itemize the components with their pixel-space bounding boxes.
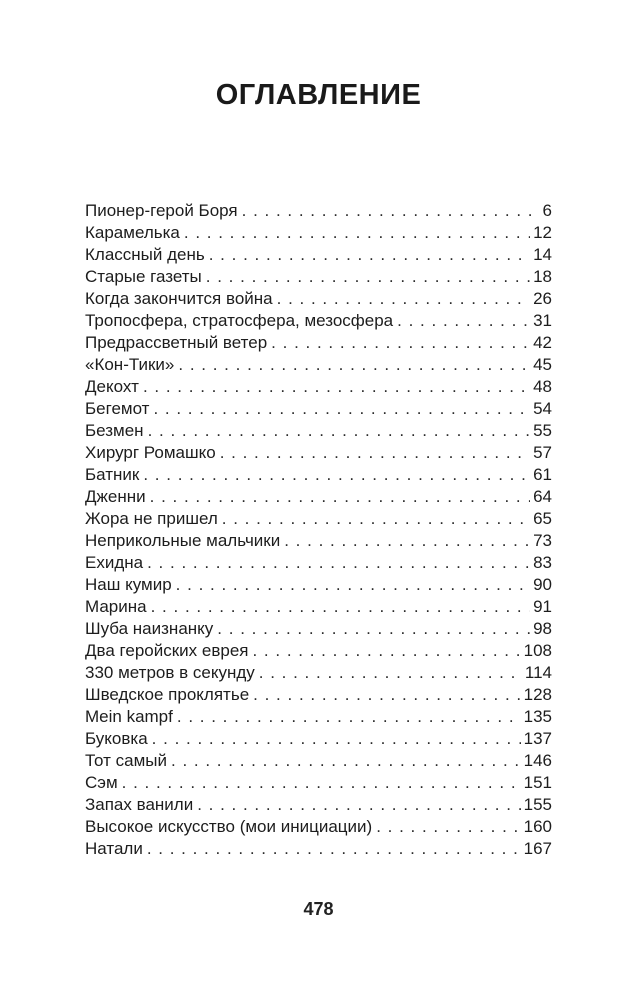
toc-entry-page: 55 bbox=[533, 421, 552, 440]
dot-leader bbox=[376, 816, 520, 838]
toc-entry-title: Дженни bbox=[85, 487, 146, 506]
toc-entry-page: 45 bbox=[533, 355, 552, 374]
toc-entry-page: 155 bbox=[523, 795, 552, 814]
toc-entry-page: 48 bbox=[533, 377, 552, 396]
toc-entry-page: 14 bbox=[533, 245, 552, 264]
toc-entry-page: 91 bbox=[533, 597, 552, 616]
toc-entry-page: 61 bbox=[533, 465, 552, 484]
dot-leader bbox=[184, 222, 530, 244]
toc-row bbox=[85, 728, 552, 750]
toc-entry-page: 42 bbox=[533, 333, 552, 352]
toc-entry-page: 98 bbox=[533, 619, 552, 638]
toc-entry-title: «Кон-Тики» bbox=[85, 355, 175, 374]
toc-row bbox=[85, 596, 552, 618]
dot-leader bbox=[253, 684, 520, 706]
toc-row bbox=[85, 442, 552, 464]
toc-entry-page: 54 bbox=[533, 399, 552, 418]
dot-leader bbox=[252, 640, 520, 662]
toc-entry-title: Тот самый bbox=[85, 751, 168, 770]
toc-entry-page: 12 bbox=[533, 223, 552, 242]
toc-entry-title: Безмен bbox=[85, 421, 144, 440]
toc-entry-page: 26 bbox=[533, 289, 552, 308]
toc-entry-title: Декохт bbox=[85, 377, 139, 396]
dot-leader bbox=[220, 442, 530, 464]
toc-row bbox=[85, 486, 552, 508]
toc-entry-page: 137 bbox=[523, 729, 552, 748]
dot-leader bbox=[259, 662, 522, 684]
dot-leader bbox=[222, 508, 530, 530]
toc-entry-title: Жора не пришел bbox=[85, 509, 218, 528]
dot-leader bbox=[143, 376, 530, 398]
toc-entry-title: Тропосфера, стратосфера, мезосфера bbox=[85, 311, 394, 330]
toc-entry-page: 128 bbox=[523, 685, 552, 704]
toc-entry-title: Mein kampf bbox=[85, 707, 173, 726]
toc-row bbox=[85, 816, 552, 838]
toc-entry-title: Запах ванили bbox=[85, 795, 194, 814]
dot-leader bbox=[206, 266, 530, 288]
toc-row bbox=[85, 244, 552, 266]
toc-row bbox=[85, 266, 552, 288]
toc-row bbox=[85, 794, 552, 816]
toc-entry-title: Два геройских еврея bbox=[85, 641, 249, 660]
toc-entry-title: Бегемот bbox=[85, 399, 150, 418]
dot-leader bbox=[176, 574, 530, 596]
toc-row bbox=[85, 684, 552, 706]
dot-leader bbox=[284, 530, 530, 552]
dot-leader bbox=[271, 332, 530, 354]
toc-entry-page: 18 bbox=[533, 267, 552, 286]
toc-entry-title: Хирург Ромашко bbox=[85, 443, 216, 462]
toc-entry-page: 108 bbox=[523, 641, 552, 660]
toc-row bbox=[85, 574, 552, 596]
toc-row bbox=[85, 662, 552, 684]
toc-entry-title: Шведское проклятье bbox=[85, 685, 250, 704]
page-title: ОГЛАВЛЕНИЕ bbox=[215, 79, 422, 111]
toc-entry-page: 64 bbox=[533, 487, 552, 506]
dot-leader bbox=[177, 706, 521, 728]
toc-row bbox=[85, 310, 552, 332]
toc-entry-page: 151 bbox=[523, 773, 552, 792]
toc-entry-page: 73 bbox=[533, 531, 552, 550]
dot-leader bbox=[122, 772, 521, 794]
toc-row bbox=[85, 838, 552, 860]
toc-entry-title: Неприкольные мальчики bbox=[85, 531, 281, 550]
toc-row bbox=[85, 222, 552, 244]
toc-entry-title: Сэм bbox=[85, 773, 118, 792]
dot-leader bbox=[397, 310, 530, 332]
toc-row bbox=[85, 354, 552, 376]
toc-row bbox=[85, 464, 552, 486]
toc-row bbox=[85, 530, 552, 552]
dot-leader bbox=[171, 750, 521, 772]
toc-row bbox=[85, 772, 552, 794]
toc-row bbox=[85, 398, 552, 420]
toc-entry-page: 6 bbox=[542, 201, 552, 220]
toc-row bbox=[85, 288, 552, 310]
toc-row bbox=[85, 420, 552, 442]
toc-entry-page: 65 bbox=[533, 509, 552, 528]
toc-row bbox=[85, 508, 552, 530]
toc-entry-title: Старые газеты bbox=[85, 267, 202, 286]
dot-leader bbox=[152, 728, 521, 750]
dot-leader bbox=[150, 486, 530, 508]
toc-entry-title: Классный день bbox=[85, 245, 205, 264]
dot-leader bbox=[178, 354, 530, 376]
toc-entry-page: 114 bbox=[524, 663, 552, 682]
dot-leader bbox=[277, 288, 530, 310]
dot-leader bbox=[217, 618, 530, 640]
toc-entry-title: Предрассветный ветер bbox=[85, 333, 268, 352]
toc-entry-title: Марина bbox=[85, 597, 147, 616]
toc-entry-title: Ехидна bbox=[85, 553, 144, 572]
toc-entry-title: Высокое искусство (мои инициации) bbox=[85, 817, 373, 836]
toc-row bbox=[85, 618, 552, 640]
dot-leader bbox=[147, 552, 530, 574]
dot-leader bbox=[151, 596, 530, 618]
toc-entry-title: 330 метров в секунду bbox=[85, 663, 255, 682]
toc-row bbox=[85, 750, 552, 772]
toc-entry-page: 160 bbox=[523, 817, 552, 836]
toc-row bbox=[85, 640, 552, 662]
dot-leader bbox=[148, 420, 531, 442]
toc-entry-page: 90 bbox=[533, 575, 552, 594]
toc-entry-title: Шуба наизнанку bbox=[85, 619, 214, 638]
dot-leader bbox=[209, 244, 530, 266]
toc-entry-title: Пионер-герой Боря bbox=[85, 201, 238, 220]
toc-row bbox=[85, 376, 552, 398]
toc-entry-title: Буковка bbox=[85, 729, 148, 748]
toc-entry-page: 31 bbox=[533, 311, 552, 330]
toc-row bbox=[85, 706, 552, 728]
toc-entry-page: 83 bbox=[533, 553, 552, 572]
table-of-contents bbox=[85, 200, 552, 860]
toc-row bbox=[85, 200, 552, 222]
dot-leader bbox=[143, 464, 530, 486]
dot-leader bbox=[147, 838, 521, 860]
toc-entry-page: 135 bbox=[523, 707, 552, 726]
dot-leader bbox=[242, 200, 540, 222]
toc-row bbox=[85, 552, 552, 574]
toc-entry-title: Наш кумир bbox=[85, 575, 172, 594]
dot-leader bbox=[197, 794, 520, 816]
toc-entry-title: Когда закончится война bbox=[85, 289, 273, 308]
toc-entry-title: Карамелька bbox=[85, 223, 180, 242]
folio-page-number: 478 bbox=[303, 899, 334, 919]
toc-row bbox=[85, 332, 552, 354]
toc-entry-title: Натали bbox=[85, 839, 143, 858]
toc-entry-page: 146 bbox=[523, 751, 552, 770]
toc-entry-title: Батник bbox=[85, 465, 140, 484]
toc-entry-page: 167 bbox=[523, 839, 552, 858]
toc-entry-page: 57 bbox=[533, 443, 552, 462]
dot-leader bbox=[153, 398, 530, 420]
